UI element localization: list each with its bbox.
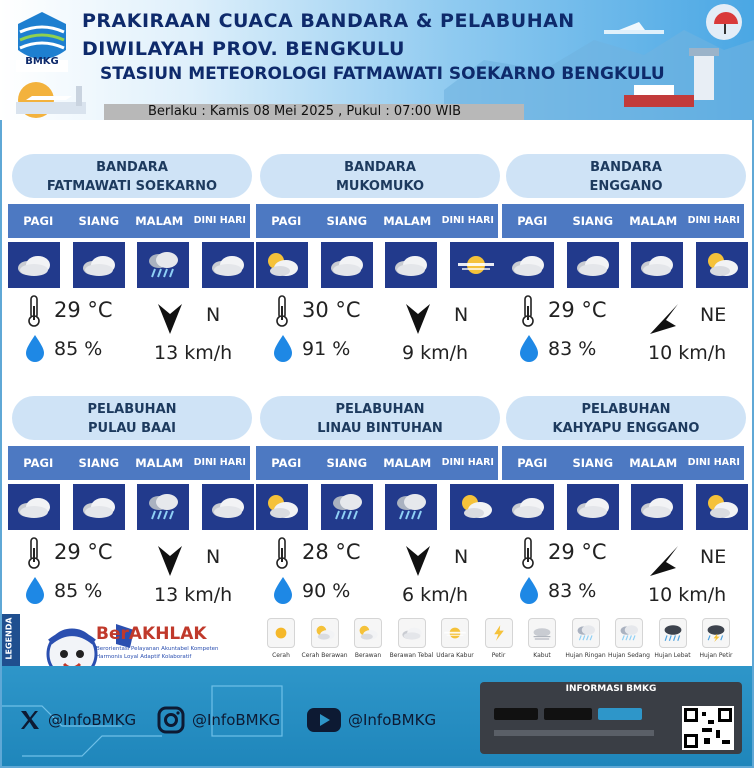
wind-direction: N [454, 304, 469, 326]
weather-icon-box [137, 242, 189, 288]
overcast-icon [400, 624, 424, 642]
weather-icons-row [8, 484, 254, 530]
sunny-cloudy-icon [313, 624, 337, 642]
legend-label: Hujan Ringan [565, 652, 606, 659]
legend-item [563, 618, 609, 659]
wind-direction-arrow-icon [402, 300, 434, 336]
legend-icon-box [267, 618, 295, 648]
humidity-drop-icon [272, 576, 294, 604]
instagram-icon [156, 705, 186, 735]
period-tab: DINI HARI [441, 215, 494, 226]
weather-icon-box [8, 242, 60, 288]
cloudy-icon [79, 492, 119, 522]
weather-icon-box [696, 242, 748, 288]
period-tab: DINI HARI [441, 457, 494, 468]
cloudy-icon [573, 492, 613, 522]
legend-icon-box [354, 618, 382, 648]
period-tab: DINI HARI [687, 215, 740, 226]
legend-label: Cerah Berawan [301, 652, 348, 659]
period-tab: DINI HARI [687, 457, 740, 468]
legend-label: Hujan Petir [699, 652, 733, 659]
berakhlak-title: BerAKHLAK [96, 624, 207, 644]
legend-item [476, 618, 522, 659]
period-tabs [256, 204, 498, 238]
thunderstorm-icon [704, 624, 728, 642]
partly-cloudy-icon [262, 492, 302, 522]
light-rain-icon [143, 492, 183, 522]
period-tab: MALAM [135, 214, 184, 228]
legend-item [693, 618, 739, 659]
weather-icon-box [137, 484, 189, 530]
legend-icon-box [441, 618, 469, 648]
light-rain-icon [574, 624, 598, 642]
lightning-icon [487, 624, 511, 642]
cloudy-icon [573, 250, 613, 280]
fog-icon [530, 624, 554, 642]
berakhlak-sub2: Harmonis Loyal Adaptif Kolaboratif [96, 654, 192, 660]
logo-text: BMKG [25, 56, 59, 67]
weather-icon-box [8, 484, 60, 530]
qr-code[interactable] [682, 706, 734, 750]
legend-label: Berawan Tebal [389, 652, 434, 659]
x-handle: @InfoBMKG [48, 711, 137, 729]
legend-item [432, 618, 478, 659]
wind-speed: 10 km/h [648, 584, 727, 606]
title-line-2: DIWILAYAH PROV. BENGKULU [82, 38, 405, 60]
humidity: 85 % [54, 580, 103, 602]
location-type: BANDARA [590, 160, 662, 175]
humidity: 90 % [302, 580, 351, 602]
thermometer-icon [274, 536, 290, 570]
wind-direction-arrow-icon [154, 300, 186, 336]
cloudy-icon [208, 250, 248, 280]
temperature: 29 °C [548, 540, 607, 564]
period-tab: SIANG [572, 214, 614, 228]
youtube-icon [306, 707, 342, 733]
period-tab: MALAM [383, 214, 432, 228]
location-type: BANDARA [344, 160, 416, 175]
weather-icon-box [631, 242, 683, 288]
wind-direction: NE [700, 304, 727, 326]
wind-direction: NE [700, 546, 727, 568]
weather-icons-row [502, 242, 748, 288]
legend-icon-box [659, 618, 687, 648]
cloudy-icon [14, 492, 54, 522]
weather-icon-box [567, 242, 619, 288]
location-pill [12, 154, 252, 198]
wind-direction: N [454, 546, 469, 568]
temperature: 30 °C [302, 298, 361, 322]
location-pill [506, 396, 746, 440]
humidity: 83 % [548, 338, 597, 360]
light-rain-icon [391, 492, 431, 522]
legend-label: Udara Kabur [436, 652, 474, 659]
weather-icon-box [450, 242, 502, 288]
location-name: MUKOMUKO [335, 179, 425, 194]
thermometer-icon [274, 294, 290, 328]
humidity: 85 % [54, 338, 103, 360]
weather-icon-box [256, 484, 308, 530]
weather-icon-box [321, 484, 373, 530]
instagram-social[interactable] [156, 706, 280, 734]
legend-label: Petir [491, 652, 506, 659]
period-tabs [8, 446, 250, 480]
legend-icon-box [572, 618, 600, 648]
weather-icon-box [385, 242, 437, 288]
location-pill [260, 396, 500, 440]
period-tab: PAGI [23, 214, 54, 228]
youtube-handle: @InfoBMKG [348, 711, 437, 729]
wind-direction-arrow-icon [648, 300, 680, 336]
legend-item [606, 618, 652, 659]
wind-direction-arrow-icon [402, 542, 434, 578]
legend-item [258, 618, 304, 659]
cloudy-icon [14, 250, 54, 280]
period-tab: PAGI [517, 456, 548, 470]
humidity-drop-icon [24, 576, 46, 604]
period-tab: MALAM [629, 456, 678, 470]
sunny-icon [269, 624, 293, 642]
legend-label: Cerah [272, 652, 290, 659]
weather-icon-box [73, 242, 125, 288]
weather-icon-box [696, 484, 748, 530]
location-name: FATMAWATI SOEKARNO [46, 179, 218, 194]
weather-icon-box [502, 484, 554, 530]
weather-icon-box [502, 242, 554, 288]
legend-label: Hujan Lebat [654, 652, 691, 659]
wind-direction: N [206, 304, 221, 326]
weather-icon-box [256, 242, 308, 288]
weather-icon-box [202, 484, 254, 530]
legend-item [345, 618, 391, 659]
location-pill [506, 154, 746, 198]
period-tab: DINI HARI [193, 457, 246, 468]
heavy-rain-icon [661, 624, 685, 642]
location-name: KAHYAPU ENGGANO [552, 421, 700, 436]
youtube-social[interactable] [306, 706, 436, 734]
legend-side-label: LEGENDA [2, 614, 20, 666]
airport-illustration [6, 80, 96, 118]
berakhlak-sub1: Berorientasi Pelayanan Akuntabel Kompeten [96, 646, 219, 652]
location-name: LINAU BINTUHAN [317, 421, 443, 436]
x-logo-icon [18, 708, 42, 732]
legend-label: Kabut [533, 652, 551, 659]
period-tabs [502, 204, 744, 238]
period-tab: MALAM [383, 456, 432, 470]
title-line-3: STASIUN METEOROLOGI FATMAWATI SOEKARNO BENGKULU [100, 64, 665, 84]
legend-icon-box [398, 618, 426, 648]
legend-icon-box [702, 618, 730, 648]
period-tabs [8, 204, 250, 238]
location-pill [260, 154, 500, 198]
weather-icon-box [202, 242, 254, 288]
temperature: 28 °C [302, 540, 361, 564]
weather-icon-box [450, 484, 502, 530]
weather-icon-box [321, 242, 373, 288]
legend-item [519, 618, 565, 659]
moderate-rain-icon [617, 624, 641, 642]
info-title: INFORMASI BMKG [565, 684, 657, 694]
location-pill [12, 396, 252, 440]
light-rain-icon [327, 492, 367, 522]
partly-cloudy-icon [702, 492, 742, 522]
wind-speed: 13 km/h [154, 584, 233, 606]
legend-icon-box [311, 618, 339, 648]
period-tab: DINI HARI [193, 215, 246, 226]
period-tab: SIANG [326, 214, 368, 228]
period-tab: SIANG [326, 456, 368, 470]
temperature: 29 °C [548, 298, 607, 322]
thermometer-icon [26, 536, 42, 570]
validity-text: Berlaku : Kamis 08 Mei 2025 , Pukul : 07:00 WIB [148, 104, 462, 119]
location-type: BANDARA [96, 160, 168, 175]
location-type: PELABUHAN [581, 402, 671, 417]
location-name: ENGGANO [589, 179, 663, 194]
location-name: PULAU BAAI [88, 421, 176, 436]
cloudy-icon [327, 250, 367, 280]
period-tab: SIANG [78, 456, 120, 470]
humidity-drop-icon [272, 334, 294, 362]
weather-icon-box [567, 484, 619, 530]
wind-direction-arrow-icon [648, 542, 680, 578]
weather-icons-row [256, 242, 502, 288]
thermometer-icon [26, 294, 42, 328]
light-rain-icon [143, 250, 183, 280]
period-tabs [502, 446, 744, 480]
temperature: 29 °C [54, 540, 113, 564]
weather-icon-box [631, 484, 683, 530]
x-social[interactable] [18, 706, 136, 734]
weather-icon-box [73, 484, 125, 530]
legend-item [650, 618, 696, 659]
thermometer-icon [520, 536, 536, 570]
period-tab: PAGI [517, 214, 548, 228]
humidity-drop-icon [518, 576, 540, 604]
wind-speed: 9 km/h [402, 342, 469, 364]
wind-speed: 13 km/h [154, 342, 233, 364]
partly-cloudy-icon [456, 492, 496, 522]
cloudy-icon [508, 492, 548, 522]
weather-icons-row [8, 242, 254, 288]
period-tab: SIANG [572, 456, 614, 470]
period-tab: PAGI [271, 214, 302, 228]
weather-icons-row [502, 484, 748, 530]
haze-icon [456, 250, 496, 280]
weather-icons-row [256, 484, 502, 530]
title-line-1: PRAKIRAAN CUACA BANDARA & PELABUHAN [82, 10, 575, 32]
partly-cloudy-icon [356, 624, 380, 642]
legend-item [302, 618, 348, 659]
legend-label: Hujan Sedang [608, 652, 650, 659]
period-tab: SIANG [78, 214, 120, 228]
thermometer-icon [520, 294, 536, 328]
period-tab: PAGI [271, 456, 302, 470]
cloudy-icon [208, 492, 248, 522]
period-tab: MALAM [135, 456, 184, 470]
weather-icon-box [385, 484, 437, 530]
wind-direction: N [206, 546, 221, 568]
period-tab: PAGI [23, 456, 54, 470]
app-badges [494, 708, 674, 748]
cloudy-icon [79, 250, 119, 280]
cloudy-icon [637, 250, 677, 280]
partly-cloudy-icon [702, 250, 742, 280]
period-tabs [256, 446, 498, 480]
cloudy-icon [637, 492, 677, 522]
wind-speed: 10 km/h [648, 342, 727, 364]
haze-icon [443, 624, 467, 642]
humidity: 91 % [302, 338, 351, 360]
humidity-drop-icon [24, 334, 46, 362]
header-banner [0, 0, 754, 120]
location-type: PELABUHAN [87, 402, 177, 417]
partly-cloudy-icon [262, 250, 302, 280]
bmkg-logo [12, 8, 72, 78]
legend-icon-box [528, 618, 556, 648]
wind-direction-arrow-icon [154, 542, 186, 578]
cloudy-icon [391, 250, 431, 280]
temperature: 29 °C [54, 298, 113, 322]
wind-speed: 6 km/h [402, 584, 469, 606]
humidity: 83 % [548, 580, 597, 602]
legend-label: Berawan [354, 652, 382, 659]
period-tab: MALAM [629, 214, 678, 228]
legend-icon-box [615, 618, 643, 648]
location-type: PELABUHAN [335, 402, 425, 417]
cloudy-icon [508, 250, 548, 280]
legend-icon-box [485, 618, 513, 648]
instagram-handle: @InfoBMKG [192, 711, 281, 729]
legend-item [389, 618, 435, 659]
humidity-drop-icon [518, 334, 540, 362]
